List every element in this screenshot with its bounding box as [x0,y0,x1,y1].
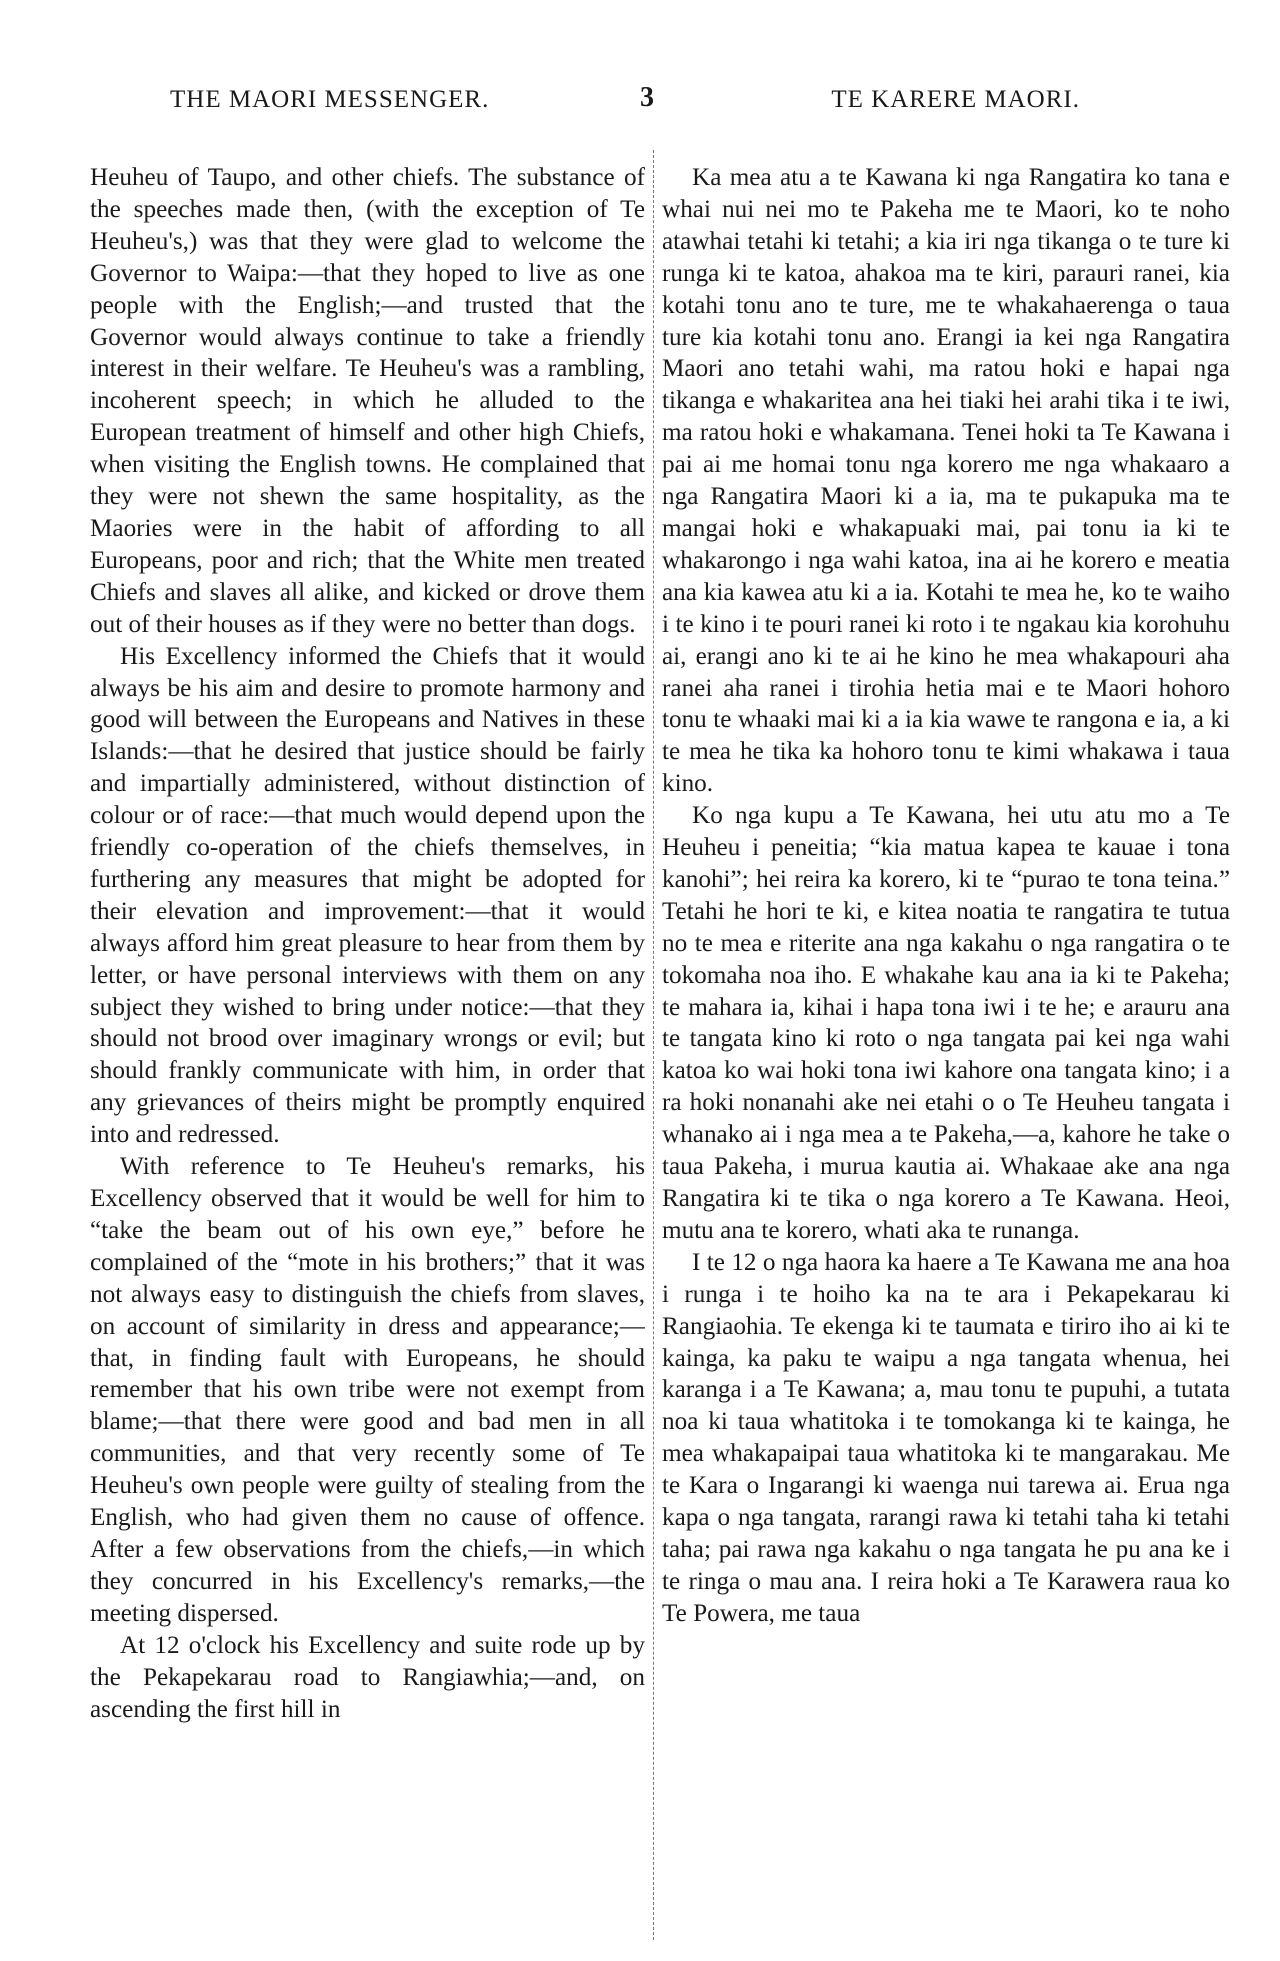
maori-paragraph: I te 12 o nga haora ka haere a Te Kawana me ana hoa i runga i te hoiho ka na te ara i Pekapekarau ki Rangiaohia. Te ekenga ki te taumata e tiriro iho ai ki te kainga, ka paku te waipu a nga tangata whenua, hei karanga i a Te Kawana; a, mau tonu te pupuhi, a tutata noa ki taua whatitoka i te tomokanga ki te kainga, he mea whakapaipai taua whatitoka ki te mangarakau. Me te Kara o Ingarangi ki waenga nui tarewa ai. Erua nga kapa o nga tangata, rarangi rawa ki tetahi taha ki tetahi taha; pai rawa nga kakahu o nga tangata he pu ana ke i te ringa o mau ana. I reira hoki a Te Karawera raua ko Te Powera, me taua [662,1248,1230,1627]
english-paragraph: With reference to Te Heuheu's remarks, his Excellency observed that it would be well for him to “take the beam out of his own eye,” before he complained of the “mote in his brothers;” that it was not always easy to distinguish the chiefs from slaves, on account of similarity in dress and appearance;—that, in finding fault with Europeans, he should remember that his own tribe were not exempt from blame;—that there were good and bad men in all communities, and that very recently some of Te Heuheu's own people were guilty of stealing from the English, who had given them no cause of offence. After a few observations from the chiefs,—in which they concurred in his Excellency's remarks,—the meeting dispersed. [90,1153,645,1627]
english-paragraph: Heuheu of Taupo, and other chiefs. The substance of the speeches made then, (with the exception of Te Heuheu's,) was that they were glad to welcome the Governor to Waipa:—that they hoped to live as one people with the English;—and trusted that the Governor would always continue to take a friendly interest in their welfare. Te Heuheu's was a rambling, incoherent speech; in which he alluded to the European treatment of himself and other high Chiefs, when visiting the English towns. He complained that they were not shewn the same hospitality, as the Maories were in the habit of affording to all Europeans, poor and rich; that the White men treated Chiefs and slaves all alike, and kicked or drove them out of their houses as if they were no better than dogs. [90,164,645,638]
maori-paragraph: Ka mea atu a te Kawana ki nga Rangatira ko tana e whai nui nei mo te Pakeha me te Maori, ko te noho atawhai tetahi ki tetahi; a kia iri nga tikanga o te ture ki runga ki te katoa, ahakoa ma te kiri, parauri ranei, kia kotahi tonu ano te ture, me te whakahaerenga o taua ture kia kotahi tonu ano. Erangi ia kei nga Rangatira Maori ano tetahi wahi, ma ratou hoki e hapai nga tikanga e whakaritea ana hei tiaki hei arahi tika i te iwi, ma ratou hoki e whakamana. Tenei hoki ta Te Kawana i pai ai me homai tonu nga korero me nga whakaaro a nga Rangatira Maori ki a ia, ma te pukapuka ma te mangai hoki e whakapuaki mai, pai tonu ia ki te whakarongo i nga wahi katoa, ina ai he korero e meatia ana kia kawea atu ki a ia. Kotahi te mea he, ko te waiho i te kino i te pouri ranei ki roto i te ngakau kia korohuhu ai, erangi ano ki te ai he kino he mea whakapouri aha ranei aha ranei i tirohia hetia mai e te Maori hohoro tonu te whaaki mai ki a ia kia wawe te rangona e ia, a ki te mea he tika ka hohoro tonu te kimi whakawa i taua kino. [662,164,1230,798]
maori-paragraph: Ko nga kupu a Te Kawana, hei utu atu mo a Te Heuheu i peneitia; “kia matua kapea te kauae i tona kanohi”; hei reira ka korero, ki te “purao te tona teina.” Tetahi he hori te ki, e kitea noatia te rangatira te tutua no te mea e riterite ana nga kakahu o nga rangatira o te tokomaha noa iho. E whakahe kau ana ia ki te Pakeha; te mahara ia, kihai i hapa tona iwi i te he; e arauru ana te tangata kino ki roto o nga tangata pai kei nga wahi katoa ko wai hoki tona iwi kahore ona tangata kino; i a ra hoki nonanahi ake nei etahi o o Te Heuheu tangata i whanako ai i nga mea a te Pakeha,—a, kahore he take o taua Pakeha, i murua kautia ai. Whakaae ake ana nga Rangatira ki te tika o nga korero a Te Kawana. Heoi, mutu ana te korero, whati aka te runanga. [662,802,1230,1244]
column-divider [653,150,654,1940]
maori-running-title: TE KARERE MAORI. [831,86,1080,113]
english-running-title: THE MAORI MESSENGER. [170,86,490,113]
english-paragraph: His Excellency informed the Chiefs that it would always be his aim and desire to promote harmony and good will between the Europeans and Natives in these Islands:—that he desired that justice should be fairly and impartially administered, without distinction of colour or of race:—that much would depend upon the friendly co-operation of the chiefs themselves, in furthering any measures that might be adopted for their elevation and improvement:—that it would always afford him great pleasure to hear from them by letter, or have personal interviews with them on any subject they wished to bring under notice:—that they should not brood over imaginary wrongs or evil; but should frankly communicate with him, in order that any grievances of theirs might be promptly enquired into and redressed. [90,642,645,1149]
english-column [90,162,645,1942]
page-header [150,82,1130,126]
english-paragraph: At 12 o'clock his Excellency and suite rode up by the Pekapekarau road to Rangiawhia;—and, on ascending the first hill in [90,1631,645,1723]
page-number: 3 [640,82,655,113]
maori-column [662,162,1230,1942]
